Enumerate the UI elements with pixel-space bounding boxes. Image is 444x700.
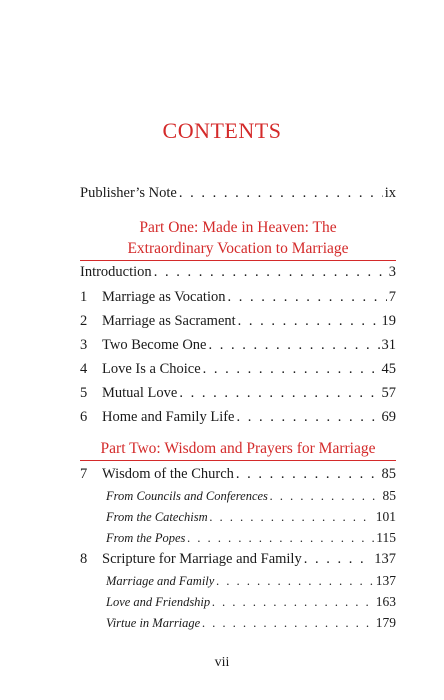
dot-leader <box>202 614 374 632</box>
dot-leader <box>227 288 386 306</box>
dot-leader <box>154 263 387 281</box>
entry-page: 85 <box>382 488 396 503</box>
entry-number: 8 <box>80 551 88 567</box>
entry-page: 31 <box>381 337 396 353</box>
toc-entry-chapter-7 <box>80 465 396 483</box>
part-two-divider <box>80 460 396 461</box>
entry-label: Home and Family Life <box>102 409 235 425</box>
entry-number: 5 <box>80 385 88 401</box>
entry-number: 1 <box>80 289 88 305</box>
entry-page: 115 <box>376 530 396 545</box>
dot-leader <box>210 508 374 526</box>
entry-page: 163 <box>375 594 396 609</box>
entry-label: Introduction <box>80 264 152 280</box>
entry-number: 2 <box>80 313 88 329</box>
entry-page: 45 <box>381 361 396 377</box>
entry-number: 3 <box>80 337 88 353</box>
part-one-heading-line2: Extraordinary Vocation to Marriage <box>127 240 349 257</box>
toc-subentry-councils <box>80 487 396 505</box>
toc-entry-chapter-8 <box>80 550 396 568</box>
page-title: CONTENTS <box>162 118 282 143</box>
entry-page: 179 <box>375 615 396 630</box>
entry-page: 69 <box>381 409 396 425</box>
part-two-heading <box>80 438 396 459</box>
entry-label: Mutual Love <box>102 385 178 401</box>
entry-label: From Councils and Conferences <box>106 489 268 503</box>
entry-page: 3 <box>388 264 396 280</box>
entry-label: Marriage as Sacrament <box>102 313 236 329</box>
dot-leader <box>203 360 380 378</box>
entry-label: Wisdom of the Church <box>102 466 234 482</box>
entry-page: 85 <box>381 466 396 482</box>
dot-leader <box>304 550 373 568</box>
entry-number: 4 <box>80 361 88 377</box>
toc-entry-publishers-note <box>80 184 396 202</box>
part-one-heading <box>80 217 396 259</box>
entry-page: 7 <box>388 289 396 305</box>
toc-entry-chapter-2 <box>80 312 396 330</box>
dot-leader <box>270 487 381 505</box>
toc-subentry-marriage-family <box>80 572 396 590</box>
entry-page: 137 <box>375 573 396 588</box>
toc-entry-chapter-3 <box>80 336 396 354</box>
entry-page: 137 <box>374 551 396 567</box>
part-one-divider <box>80 260 396 261</box>
part-one-heading-line1: Part One: Made in Heaven: The <box>139 219 337 236</box>
entry-label: Love and Friendship <box>106 595 211 609</box>
entry-page: ix <box>384 185 396 201</box>
dot-leader <box>208 336 379 354</box>
dot-leader <box>212 593 374 611</box>
dot-leader <box>187 529 374 547</box>
entry-label: Two Become One <box>102 337 207 353</box>
toc-entry-chapter-6 <box>80 408 396 426</box>
entry-number: 7 <box>80 466 88 482</box>
entry-label: Love Is a Choice <box>102 361 201 377</box>
dot-leader <box>236 408 379 426</box>
toc-subentry-love-friendship <box>80 593 396 611</box>
dot-leader <box>179 384 379 402</box>
toc-entry-chapter-5 <box>80 384 396 402</box>
toc-entry-chapter-1 <box>80 288 396 306</box>
entry-label: Marriage and Family <box>106 574 215 588</box>
toc-subentry-catechism <box>80 508 396 526</box>
toc-subentry-virtue <box>80 614 396 632</box>
dot-leader <box>216 572 373 590</box>
dot-leader <box>238 312 380 330</box>
entry-page: 57 <box>381 385 396 401</box>
entry-label: From the Catechism <box>106 510 208 524</box>
entry-label: Marriage as Vocation <box>102 289 226 305</box>
entry-label: From the Popes <box>106 531 186 545</box>
part-two-heading-text: Part Two: Wisdom and Prayers for Marriage <box>100 440 376 457</box>
entry-label: Virtue in Marriage <box>106 616 201 630</box>
toc-entry-introduction <box>80 263 396 281</box>
entry-label: Scripture for Marriage and Family <box>102 551 302 567</box>
entry-label: Publisher’s Note <box>80 185 177 201</box>
page-folio: vii <box>214 655 230 670</box>
entry-page: 101 <box>375 509 396 524</box>
entry-number: 6 <box>80 409 88 425</box>
dot-leader <box>179 184 383 202</box>
entry-page: 19 <box>381 313 396 329</box>
toc-subentry-popes <box>80 529 396 547</box>
toc-entry-chapter-4 <box>80 360 396 378</box>
dot-leader <box>236 465 380 483</box>
